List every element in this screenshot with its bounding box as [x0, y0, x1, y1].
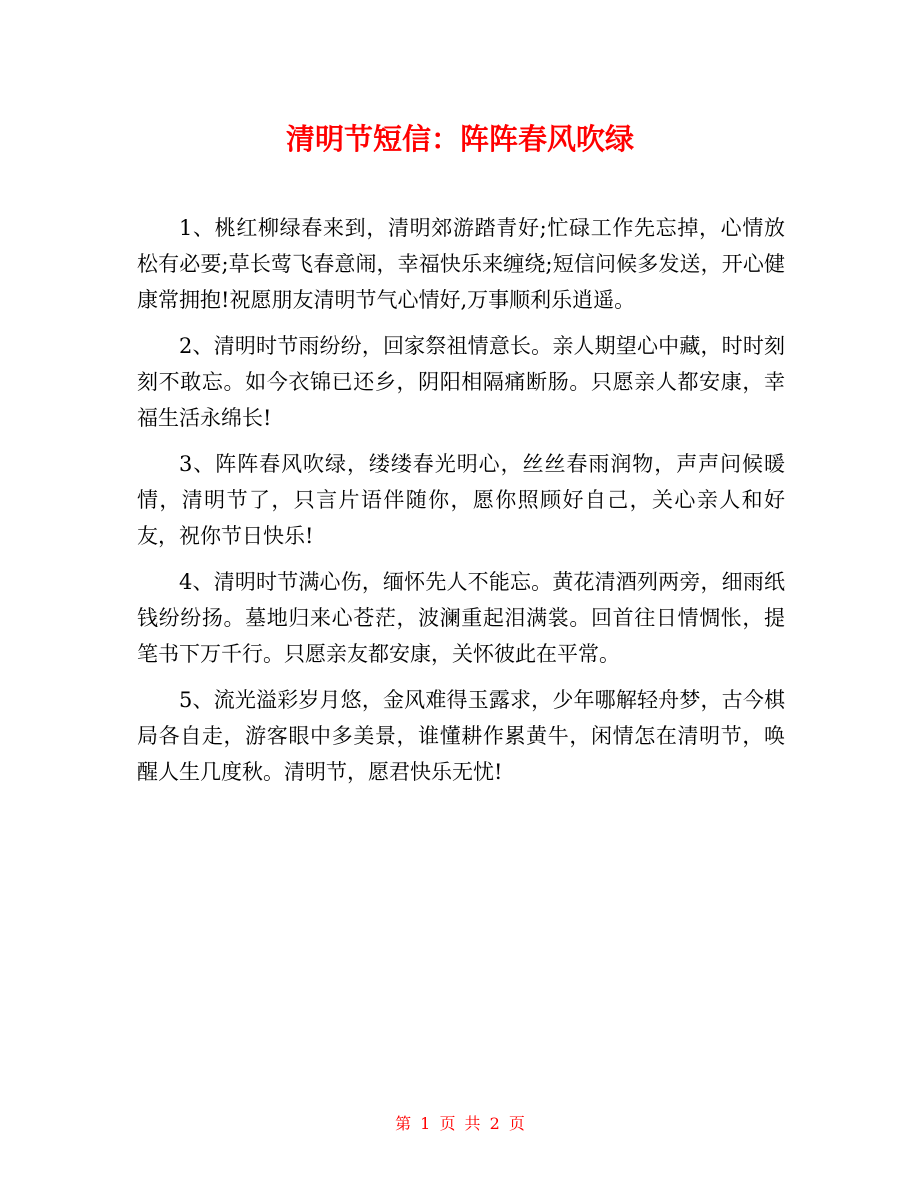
- document-body: [137, 210, 785, 800]
- paragraph-4: 4、清明时节满心伤，缅怀先人不能忘。黄花清酒列两旁，细雨纸钱纷纷扬。墓地归来心苍茫，波澜重起泪满裳。回首往日情惆怅，提笔书下万千行。只愿亲友都安康，关怀彼此在平常。: [137, 570, 785, 666]
- paragraph-2: 2、清明时节雨纷纷，回家祭祖情意长。亲人期望心中藏，时时刻刻不敢忘。如今衣锦已还乡，阴阳相隔痛断肠。只愿亲人都安康，幸福生活永绵长!: [137, 334, 785, 430]
- paragraph-1: 1、桃红柳绿春来到，清明郊游踏青好;忙碌工作先忘掉，心情放松有必要;草长莺飞春意闹，幸福快乐来缠绕;短信问候多发送，开心健康常拥抱!祝愿朋友清明节气心情好,万事顺利乐逍遥。: [137, 216, 785, 312]
- paragraph-3: 3、阵阵春风吹绿，缕缕春光明心，丝丝春雨润物，声声问候暖情，清明节了，只言片语伴随你，愿你照顾好自己，关心亲人和好友，祝你节日快乐!: [137, 452, 785, 548]
- page-number-footer: 第 1 页 共 2 页: [395, 1114, 525, 1133]
- paragraph-5: 5、流光溢彩岁月悠，金风难得玉露求，少年哪解轻舟梦，古今棋局各自走，游客眼中多美景，谁懂耕作累黄牛，闲情怎在清明节，唤醒人生几度秋。清明节，愿君快乐无忧!: [137, 688, 785, 784]
- document-title: 清明节短信：阵阵春风吹绿: [285, 122, 634, 156]
